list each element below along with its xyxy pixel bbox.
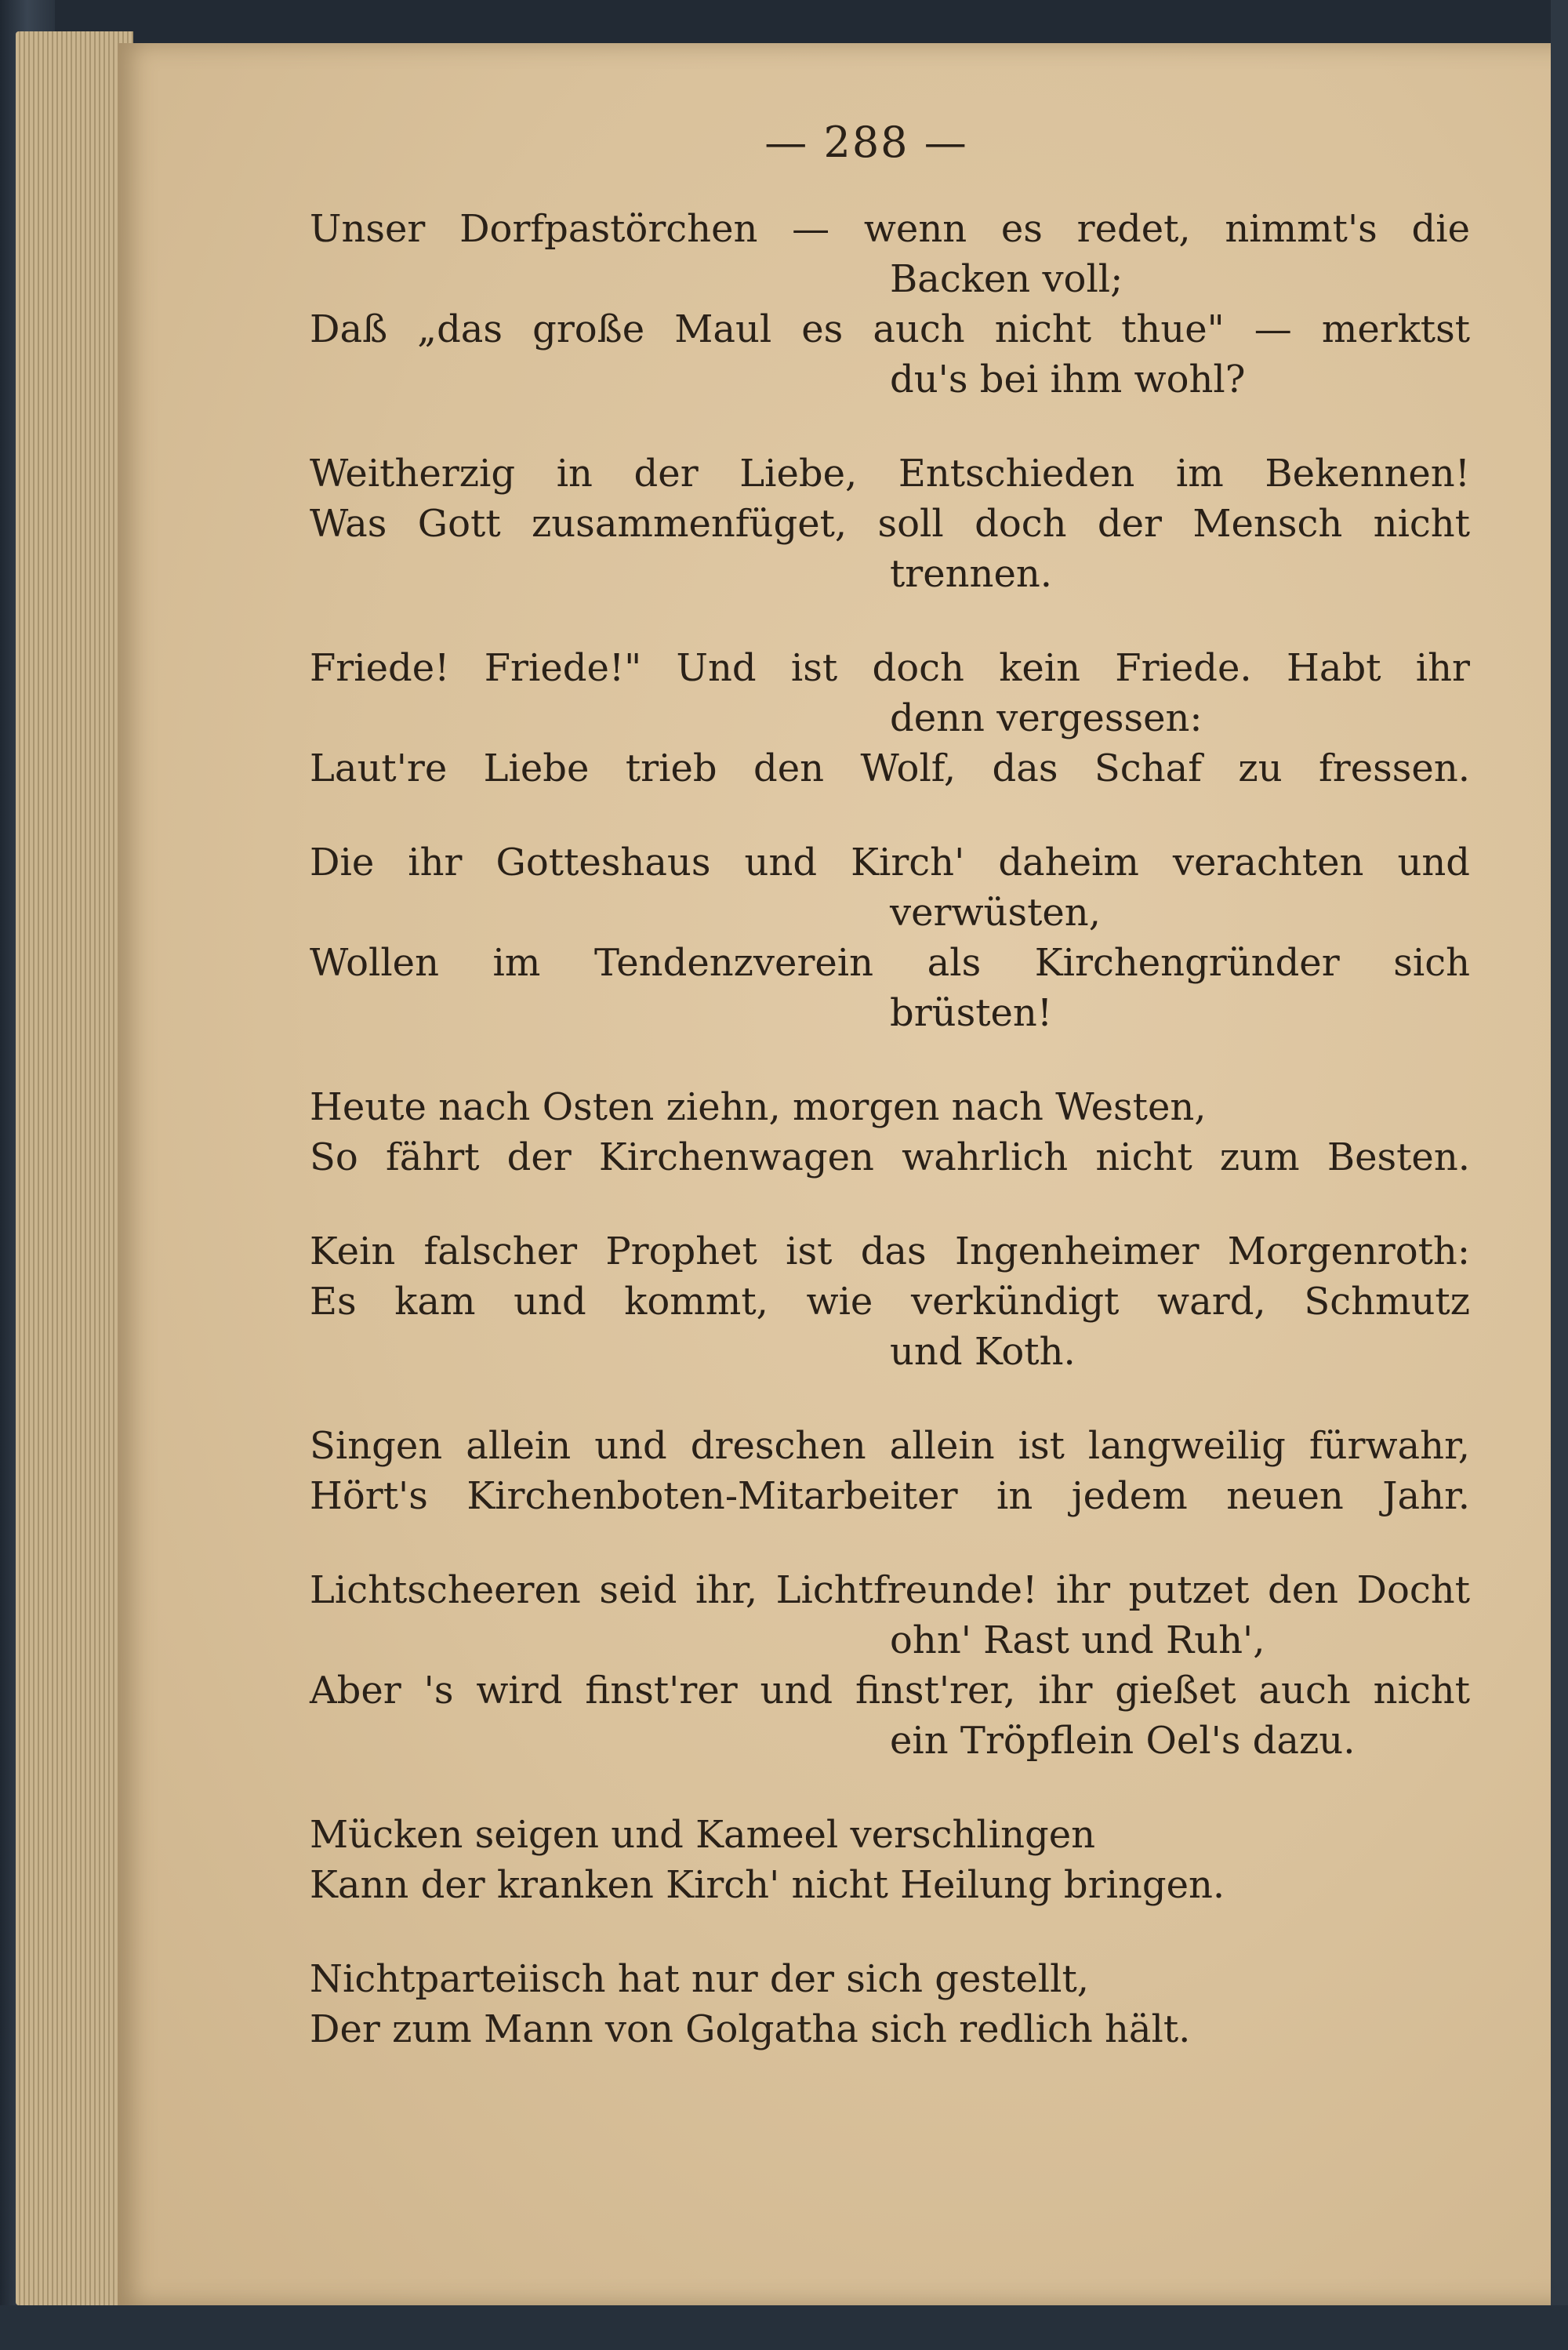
verse-line: Unser Dorfpastörchen — wenn es redet, nimmt's die — [310, 207, 1470, 251]
verse-line-continuation: ohn' Rast und Ruh', — [890, 1618, 1265, 1662]
verse-line: Friede! Friede!" Und ist doch kein Friede. Habt ihr — [310, 646, 1470, 690]
stanza — [310, 1565, 1470, 1766]
verse-line-continuation: denn vergessen: — [890, 696, 1203, 740]
top-binding — [0, 0, 1568, 43]
verse-line: Wollen im Tendenzverein als Kirchengründer sich — [310, 941, 1470, 985]
verse-line: Singen allein und dreschen allein ist langweilig fürwahr, — [310, 1424, 1470, 1468]
verse-line-continuation: ein Tröpflein Oel's dazu. — [890, 1719, 1356, 1763]
page-edges — [16, 31, 133, 2305]
stanza — [310, 1226, 1470, 1377]
stanza — [310, 837, 1470, 1038]
verse-line: Was Gott zusammenfüget, soll doch der Mensch nicht — [310, 502, 1470, 546]
verse-line-continuation: verwüsten, — [890, 891, 1101, 935]
text-block — [310, 118, 1470, 2098]
stanza-list — [310, 204, 1470, 2054]
verse-line: Daß „das große Maul es auch nicht thue" — merktst — [310, 307, 1470, 351]
verse-line-continuation: brüsten! — [890, 991, 1053, 1035]
right-edge — [1551, 0, 1568, 2350]
verse-line: Laut're Liebe trieb den Wolf, das Schaf zu fressen. — [310, 746, 1470, 790]
verse-line: Weitherzig in der Liebe, Entschieden im Bekennen! — [310, 452, 1470, 496]
verse-line: So fährt der Kirchenwagen wahrlich nicht zum Besten. — [310, 1135, 1470, 1179]
verse-line: Kann der kranken Kirch' nicht Heilung bringen. — [310, 1863, 1225, 1907]
verse-line: Lichtscheeren seid ihr, Lichtfreunde! ihr putzet den Docht — [310, 1568, 1470, 1612]
verse-line: Kein falscher Prophet ist das Ingenheimer Morgenroth: — [310, 1229, 1470, 1273]
verse-line: Die ihr Gotteshaus und Kirch' daheim verachten und — [310, 841, 1470, 884]
stanza — [310, 1082, 1470, 1182]
stanza — [310, 449, 1470, 599]
verse-line-continuation: du's bei ihm wohl? — [890, 358, 1246, 401]
verse-line-continuation: und Koth. — [890, 1330, 1076, 1374]
verse-line: Es kam und kommt, wie verkündigt ward, Schmutz — [310, 1280, 1470, 1324]
stanza — [310, 643, 1470, 794]
page-number: — 288 — — [764, 118, 968, 167]
stanza — [310, 204, 1470, 405]
verse-line-continuation: trennen. — [890, 552, 1053, 596]
bottom-binding — [0, 2305, 1568, 2350]
stanza — [310, 1810, 1470, 1910]
verse-line: Hört's Kirchenboten-Mitarbeiter in jedem neuen Jahr. — [310, 1474, 1470, 1518]
verse-line: Mücken seigen und Kameel verschlingen — [310, 1813, 1096, 1857]
verse-line: Aber 's wird finst'rer und finst'rer, ihr gießet auch nicht — [310, 1669, 1470, 1713]
stanza — [310, 1421, 1470, 1521]
verse-line: Der zum Mann von Golgatha sich redlich hält. — [310, 2007, 1191, 2051]
verse-line: Heute nach Osten ziehn, morgen nach Westen, — [310, 1085, 1207, 1129]
verse-line: Nichtparteiisch hat nur der sich gestellt, — [310, 1957, 1090, 2001]
stanza — [310, 1954, 1470, 2054]
verse-line-continuation: Backen voll; — [890, 257, 1123, 301]
